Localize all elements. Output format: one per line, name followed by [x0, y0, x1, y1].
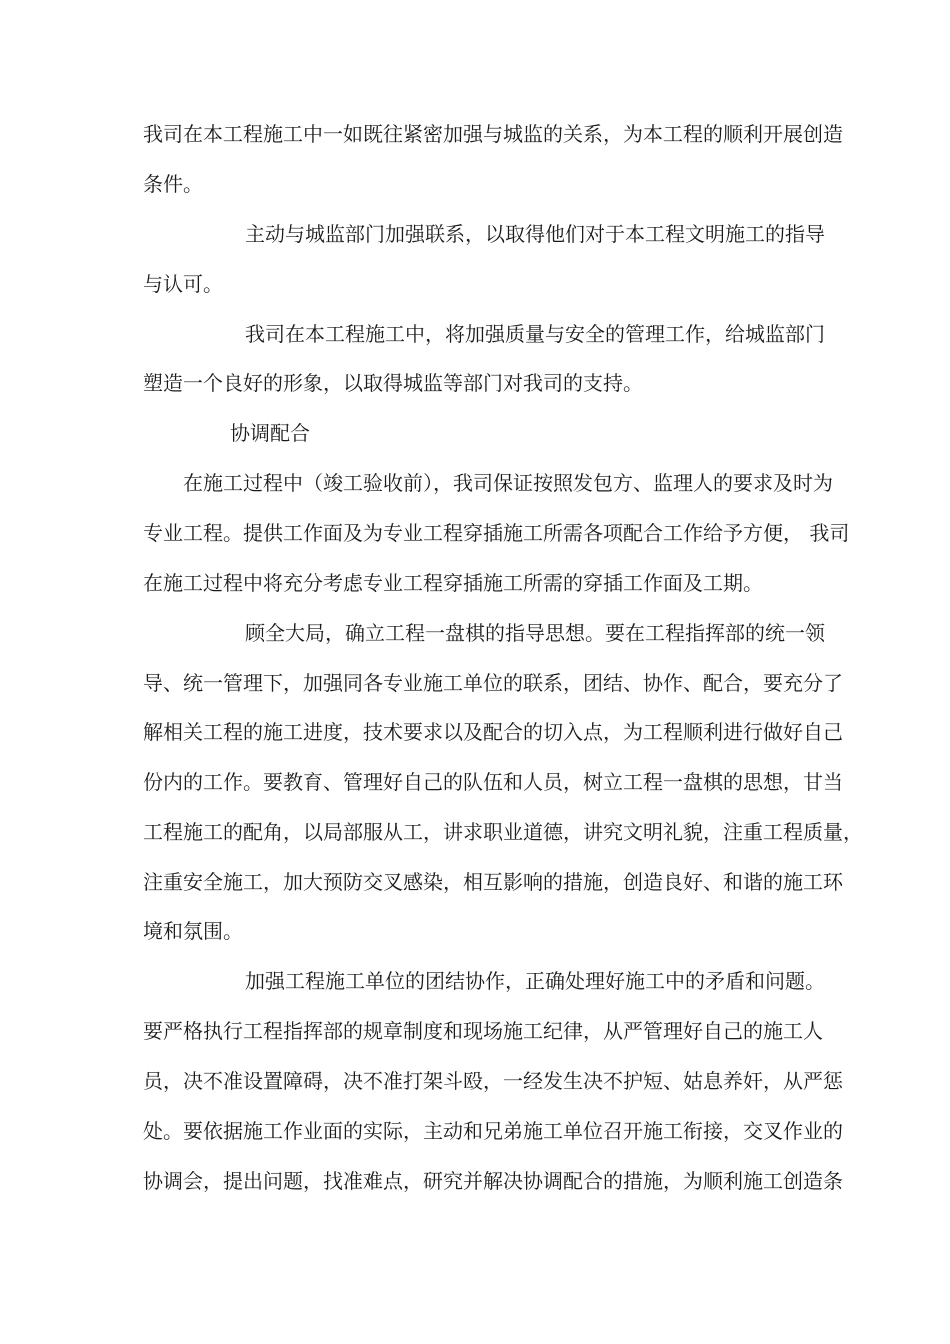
- paragraph-line: 注重安全施工，加大预防交叉感染，相互影响的措施，创造良好、和谐的施工环: [143, 870, 843, 894]
- paragraph-line: 与认可。: [143, 272, 223, 296]
- paragraph-line: 我司在本工程施工中一如既往紧密加强与城监的关系，为本工程的顺利开展创造: [143, 122, 843, 146]
- paragraph-line: 境和氛围。: [143, 919, 243, 943]
- paragraph-line: 我司在本工程施工中，将加强质量与安全的管理工作，给城监部门: [245, 322, 825, 346]
- paragraph-line: 主动与城监部门加强联系，以取得他们对于本工程文明施工的指导: [245, 222, 825, 246]
- paragraph-line: 份内的工作。要教育、管理好自己的队伍和人员，树立工程一盘棋的思想，甘当: [143, 770, 843, 794]
- paragraph-line: 在施工过程中（竣工验收前），我司保证按照发包方、监理人的要求及时为: [183, 471, 833, 495]
- paragraph-line: 工程施工的配角，以局部服从工，讲求职业道德，讲究文明礼貌，注重工程质量，: [143, 820, 863, 844]
- paragraph-line: 在施工过程中将充分考虑专业工程穿插施工所需的穿插工作面及工期。: [143, 571, 763, 595]
- paragraph-line: 协调会，提出问题，找准难点，研究并解决协调配合的措施，为顺利施工创造条: [143, 1169, 843, 1193]
- paragraph-line: 条件。: [143, 172, 203, 196]
- section-heading: 协调配合: [230, 421, 310, 445]
- paragraph-line: 解相关工程的施工进度，技术要求以及配合的切入点，为工程顺利进行做好自己: [143, 720, 843, 744]
- paragraph-line: 顾全大局，确立工程一盘棋的指导思想。要在工程指挥部的统一领: [245, 621, 825, 645]
- paragraph-line: 员，决不准设置障碍，决不准打架斗殴，一经发生决不护短、姑息养奸，从严惩: [143, 1069, 843, 1093]
- paragraph-line: 加强工程施工单位的团结协作，正确处理好施工中的矛盾和问题。: [245, 969, 825, 993]
- paragraph-line: 处。要依据施工作业面的实际，主动和兄弟施工单位召开施工衔接，交叉作业的: [143, 1119, 843, 1143]
- paragraph-line: 导、统一管理下，加强同各专业施工单位的联系，团结、协作、配合，要充分了: [143, 671, 843, 695]
- paragraph-line: 专业工程。提供工作面及为专业工程穿插施工所需各项配合工作给予方便， 我司: [143, 521, 850, 545]
- paragraph-line: 要严格执行工程指挥部的规章制度和现场施工纪律，从严管理好自己的施工人: [143, 1019, 823, 1043]
- paragraph-line: 塑造一个良好的形象，以取得城监等部门对我司的支持。: [143, 371, 643, 395]
